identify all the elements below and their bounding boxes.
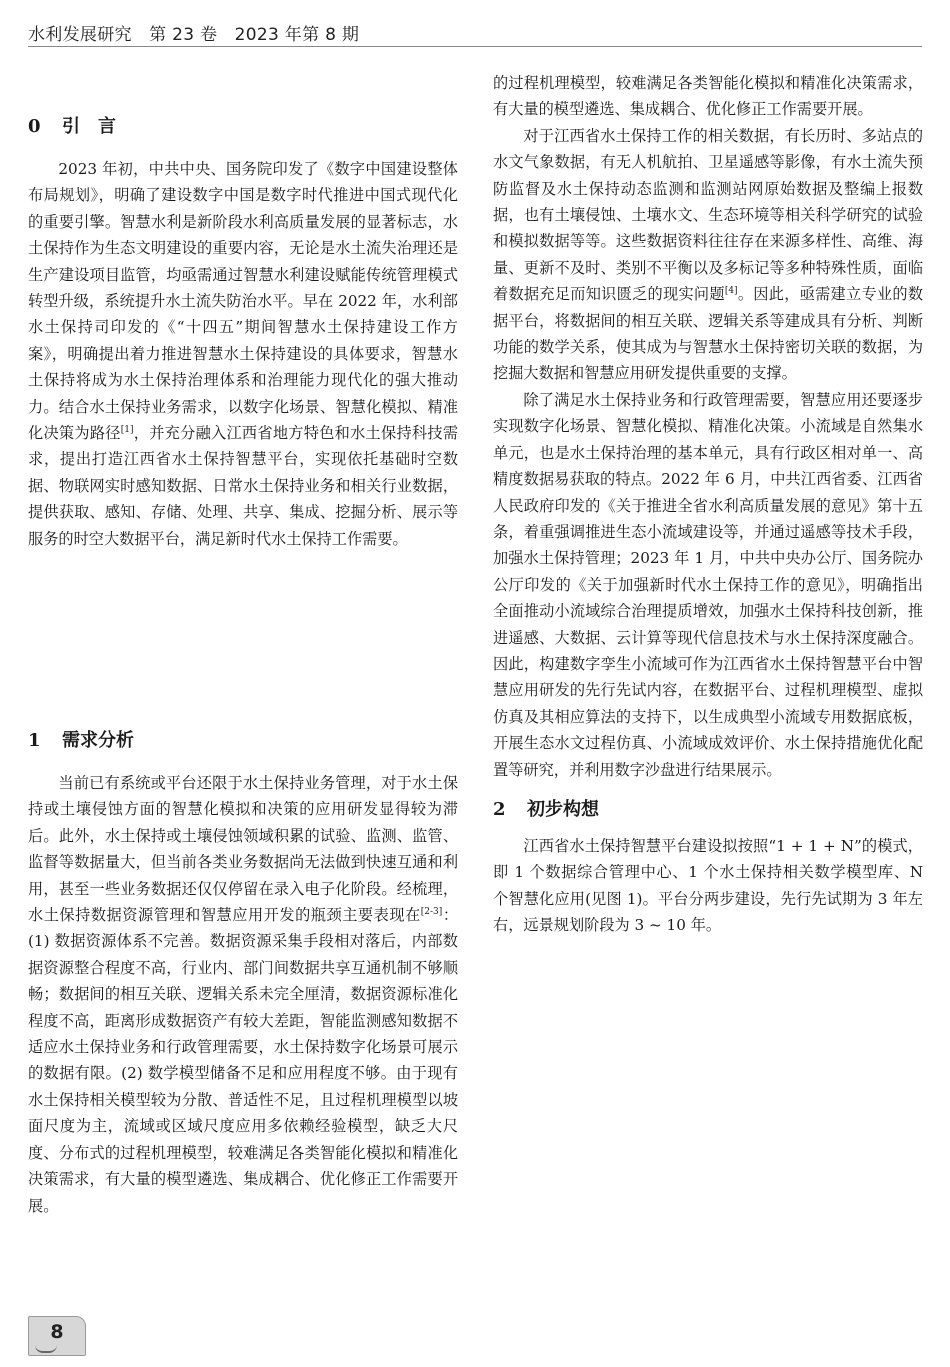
section-title: 引 言 bbox=[62, 116, 116, 137]
section-1-heading bbox=[28, 728, 134, 754]
page-number-badge bbox=[28, 1316, 86, 1356]
concept-paragraph-1: 江西省水土保持智慧平台建设拟按照“1 + 1 + N”的模式，即 1 个数据综合管理中心、1 个水土保持相关数学模型库、N 个智慧化应用(见图 1)。平台分两步建设，先行先试期为 3 年左右，远景规划阶段为 3 ~ 10 年。 bbox=[493, 836, 923, 935]
demand-paragraph-2 bbox=[493, 123, 923, 387]
right-column-body bbox=[493, 70, 923, 1270]
demand-paragraph-1 bbox=[28, 770, 458, 1290]
running-head: 水利发展研究 第 23 卷 2023 年第 8 期 bbox=[28, 25, 360, 45]
demand-paragraph-3: 除了满足水土保持业务和行政管理需要，智慧应用还要逐步实现数字化场景、智慧化模拟、精准化决策。小流域是自然集水单元，也是水土保持治理的基本单元，具有行政区相对单一、高精度数据易获取的特点。2022 年 6 月，中共江西省委、江西省人民政府印发的《关于推进全省水利高质量发展的意见》第十五条，着重强调推进生态小流域建设等，并通过遥感等技术手段，加强水土保持管理；2023 年 1 月，中共中央办公厅、国务院办公厅印发的《关于加强新时代水土保持工作的意见》，明确指出全面推动小流域综合治理提质增效，加强水土保持科技创新，推进遥感、大数据、云计算等现代信息技术与水土保持深度融合。因此，构建数字孪生小流域可作为江西省水土保持智慧平台中智慧应用研发的先行先试内容，在数据平台、过程机理模型、虚拟仿真及其相应算法的支持下，以生成典型小流域专用数据底板，开展生态水文过程仿真、小流域成效评价、水土保持措施优化配置等研究，并利用数字沙盘进行结果展示。 bbox=[493, 390, 923, 779]
header-rule bbox=[28, 46, 922, 47]
intro-text-b: ，并充分融入江西省地方特色和水土保持科技需求，提出打造江西省水土保持智慧平台，实现依托基础时空数据、物联网实时感知数据、日常水土保持业务和相关行业数据，提供获取、感知、存储、处理、共享、集成、挖掘分析、展示等服务的时空大数据平台，满足新时代水土保持工作需要。 bbox=[28, 424, 459, 548]
demand-p2-text-a: 对于江西省水土保持工作的相关数据，有长历时、多站点的水文气象数据，有无人机航拍、卫星遥感等影像，有水土流失预防监督及水土保持动态监测和监测站网原始数据及整编上报数据，也有土壤侵蚀、土壤水文、生态环境等相关科学研究的试验和模拟数据等等。这些数据资料往往存在来源多样性、高维、海量、更新不及时、类别不平衡以及多标记等多种特殊性质，面临着数据充足而知识匮乏的现实问题 bbox=[493, 126, 923, 304]
demand-text-b: ：(1) 数据资源体系不完善。数据资源采集手段相对落后，内部数据资源整合程度不高，行业内、部门间数据共享互通机制不够顺畅；数据间的相互关联、逻辑关系未完全厘清，数据资源标准化程度不高，距离形成数据资产有较大差距，智能监测感知数据不适应水土保持业务和行政管理需要，水土保持数字化场景可展示的数据有限。(2) 数学模型储备不足和应用程度不够。由于现有水土保持相关模型较为分散、普适性不足，且过程机理模型以坡面尺度为主，流域或区域尺度应用多依赖经验模型，缺乏大尺度、分布式的过程机理模型，较难满足各类智能化模拟和精准化决策需求，有大量的模型遴选、集成耦合、优化修正工作需要开展。 bbox=[28, 906, 459, 1215]
section-0-heading bbox=[28, 114, 116, 140]
demand-paragraph-1-tail: 的过程机理模型，较难满足各类智能化模拟和精准化决策需求，有大量的模型遴选、集成耦合、优化修正工作需要开展。 bbox=[493, 74, 923, 119]
section-number: 1 bbox=[28, 730, 41, 751]
page-number: 8 bbox=[50, 1321, 64, 1343]
citation-2-3: [2-3] bbox=[420, 906, 443, 917]
intro-text-a: 2023 年初，中共中央、国务院印发了《数字中国建设整体布局规划》，明确了建设数字中国是数字时代推进中国式现代化的重要引擎。智慧水利是新阶段水利高质量发展的显著标志，水土保持作为生态文明建设的重要内容，无论是水土流失治理还是生产建设项目监管，均亟需通过智慧水利建设赋能传统管理模式转型升级，系统提升水土流失防治水平。早在 2022 年，水利部水土保持司印发的《“十四五”期间智慧水土保持建设工作方案》，明确提出着力推进智慧水土保持建设的具体要求，智慧水土保持将成为水土保持治理体系和治理能力现代化的强大推动力。结合水土保持业务需求，以数字化场景、智慧化模拟、精准化决策为路径 bbox=[28, 160, 458, 443]
section-number: 2 bbox=[493, 798, 506, 820]
page-curl-icon bbox=[35, 1345, 57, 1353]
demand-p2-text-b: 。因此，亟需建立专业的数据平台，将数据间的相互关联、逻辑关系等建成具有分析、判断功能的数学关系，使其成为与智慧水土保持密切关联的数据，为挖掘大数据和智慧应用研发提供重要的支撑。 bbox=[493, 285, 923, 383]
demand-text-a: 当前已有系统或平台还限于水土保持业务管理，对于水土保持或土壤侵蚀方面的智慧化模拟和决策的应用研发显得较为滞后。此外，水土保持或土壤侵蚀领域积累的试验、监测、监管、监督等数据量大，但当前各类业务数据尚无法做到快速互通和利用，甚至一些业务数据还仅仅停留在录入电子化阶段。经梳理，水土保持数据资源管理和智慧应用开发的瓶颈主要表现在 bbox=[28, 774, 458, 925]
section-2-heading bbox=[493, 797, 923, 823]
section-title: 需求分析 bbox=[62, 730, 134, 751]
section-number: 0 bbox=[28, 116, 41, 137]
intro-paragraph-1 bbox=[28, 156, 458, 552]
citation-1: [1] bbox=[120, 425, 134, 435]
section-title: 初步构想 bbox=[527, 798, 599, 820]
citation-4: [4] bbox=[724, 286, 738, 297]
